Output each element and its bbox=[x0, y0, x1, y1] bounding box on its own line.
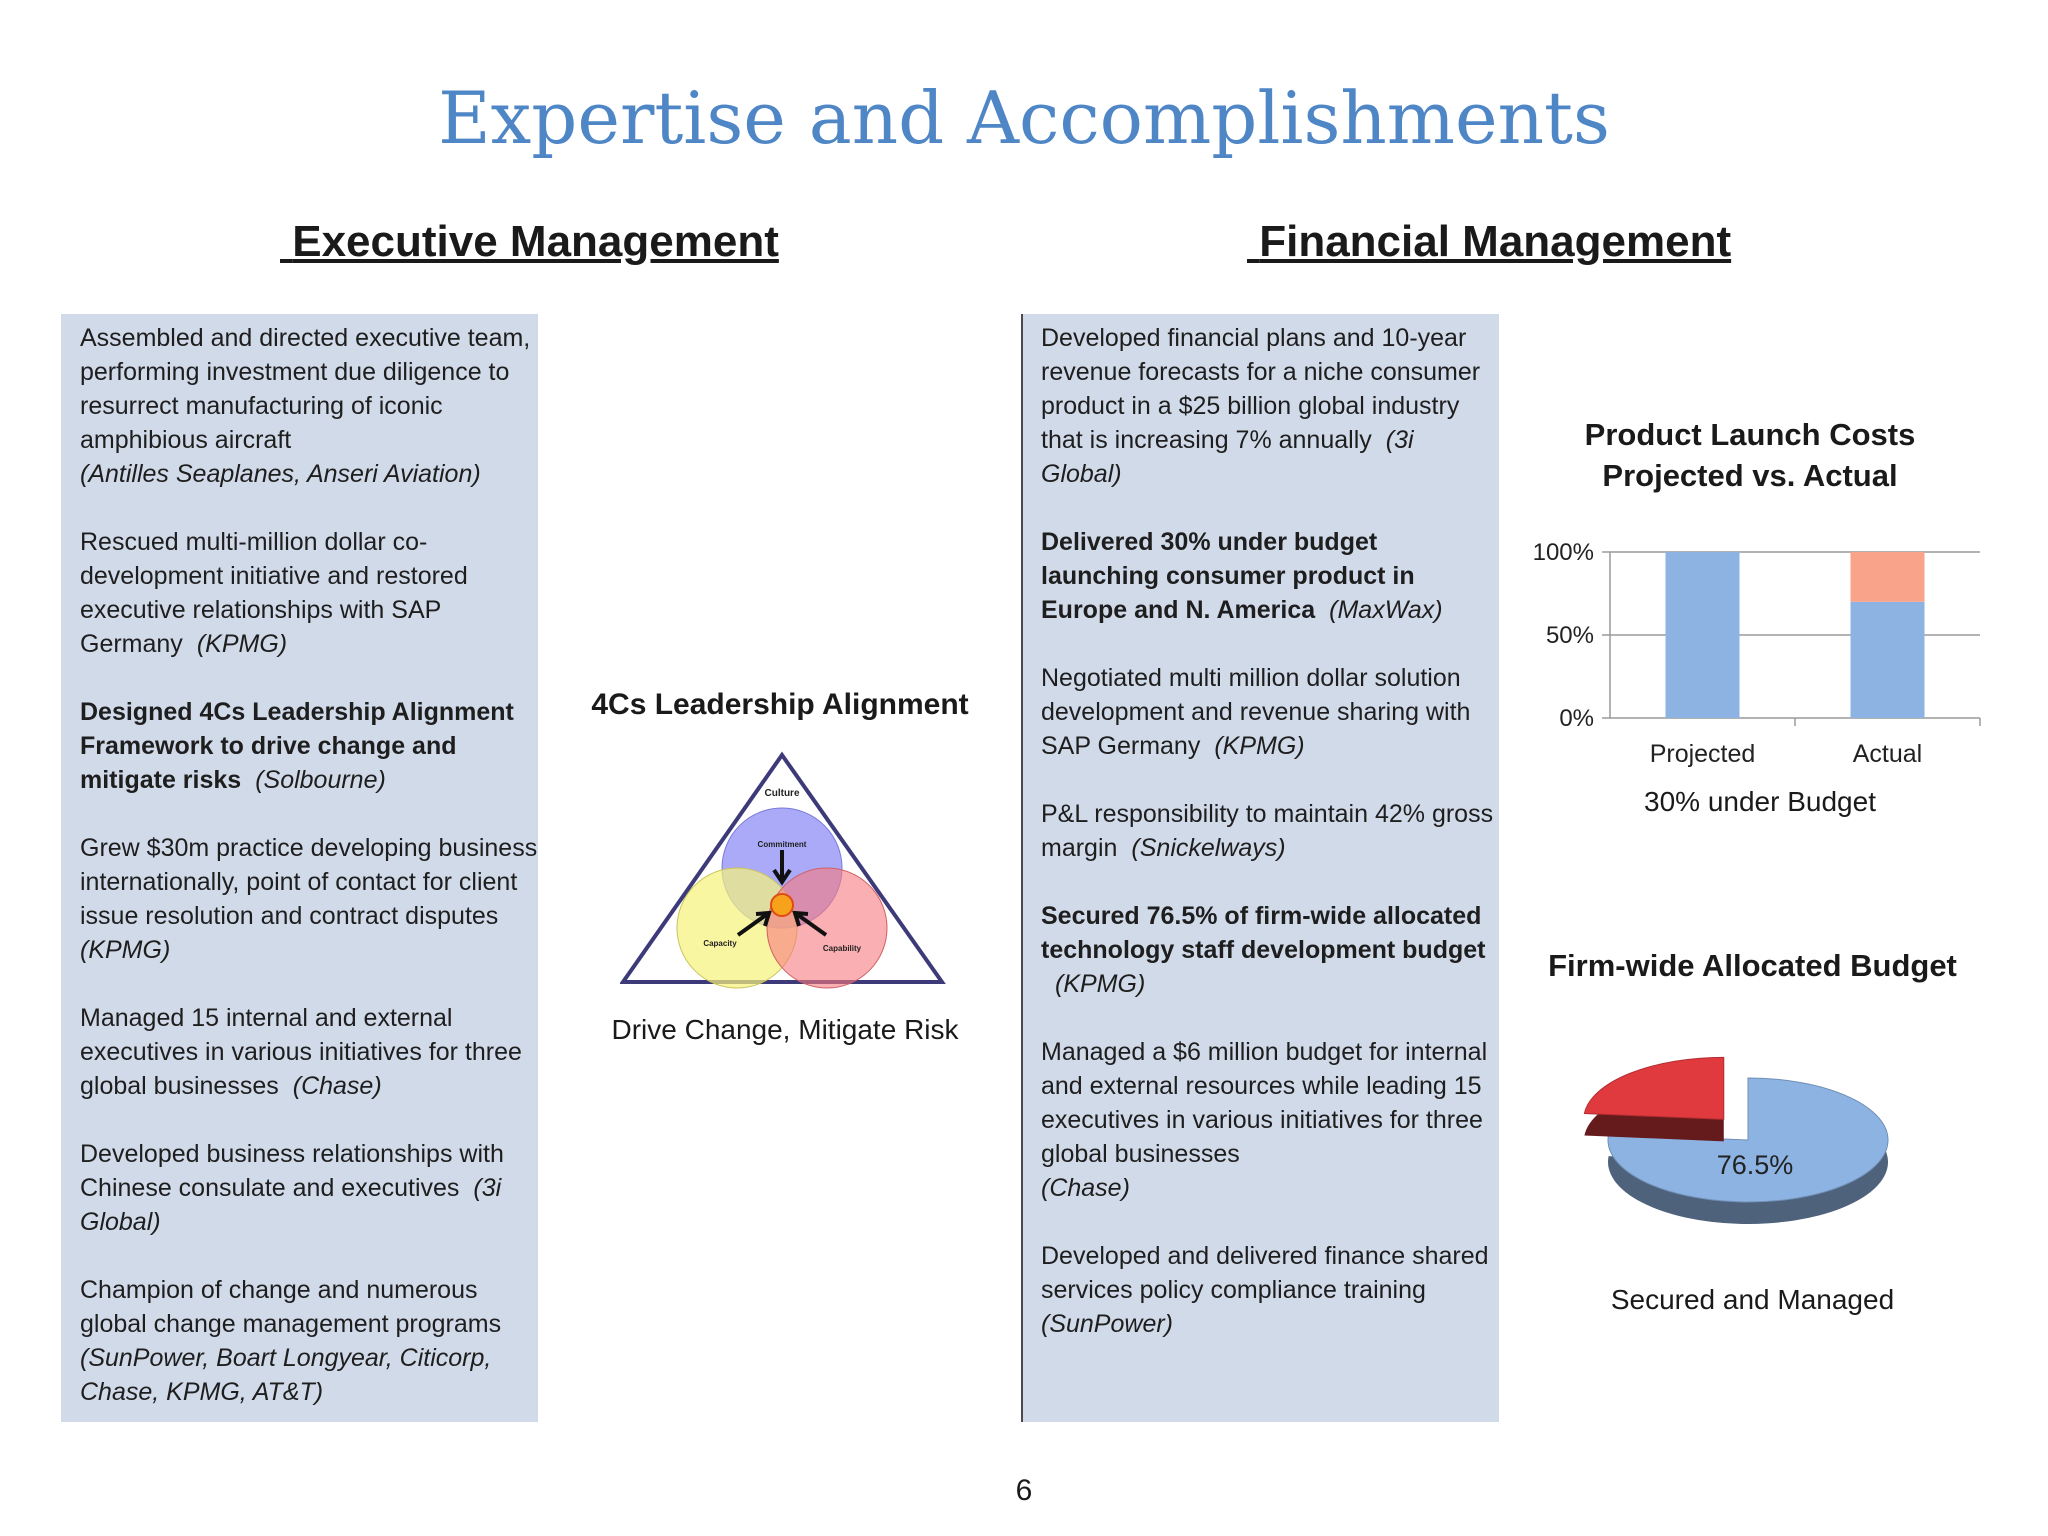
executive-panel bbox=[61, 314, 538, 1422]
bar-chart-title: Product Launch Costs Projected vs. Actual bbox=[1584, 417, 1916, 493]
financial-item: Negotiated multi million dollar solution development and revenue sharing with SAP Germany (KPMG) bbox=[1041, 664, 1471, 760]
financial-heading: Financial Management bbox=[1259, 217, 1732, 266]
executive-heading: Executive Management bbox=[292, 217, 779, 266]
label-commitment: Commitment bbox=[757, 840, 807, 849]
executive-item: Assembled and directed executive team, performing investment due diligence to resurrect manufacturing of iconic amphibious aircraft (Antilles Seaplanes, Anseri Aviation) bbox=[80, 324, 531, 488]
pie-slice-label: 76.5% bbox=[1716, 1150, 1794, 1181]
x-tick-label: Actual bbox=[1852, 740, 1923, 768]
financial-item: P&L responsibility to maintain 42% gross margin (Snickelways) bbox=[1041, 800, 1494, 862]
y-tick-label: 100% bbox=[1532, 539, 1594, 566]
label-capability: Capability bbox=[822, 944, 862, 953]
executive-item: Designed 4Cs Leadership Alignment Framework to drive change and mitigate risks (Solbourne) bbox=[80, 698, 514, 794]
executive-item: Champion of change and numerous global change management programs (SunPower, Boart Longyear, Citicorp, Chase, KPMG, AT&T) bbox=[80, 1276, 502, 1406]
financial-item: Secured 76.5% of firm-wide allocated technology staff development budget(KPMG) bbox=[1041, 902, 1486, 998]
pie-chart-caption: Secured and Managed bbox=[1610, 1284, 1895, 1315]
leadership-diagram bbox=[620, 750, 950, 990]
leadership-caption: Drive Change, Mitigate Risk bbox=[611, 1014, 959, 1045]
executive-item: Managed 15 internal and external executives in various initiatives for three global businesses (Chase) bbox=[80, 1004, 522, 1100]
y-tick-label: 0% bbox=[1559, 705, 1594, 732]
capability-circle bbox=[767, 868, 887, 988]
bar-segment bbox=[1851, 602, 1925, 718]
label-capacity: Capacity bbox=[703, 939, 737, 948]
page-number: 6 bbox=[1015, 1474, 1033, 1507]
label-culture: Culture bbox=[764, 788, 800, 799]
center-sun-icon bbox=[771, 894, 793, 916]
executive-item: Developed business relationships with Chinese consulate and executives (3i Global) bbox=[80, 1140, 504, 1236]
bar-chart-caption: 30% under Budget bbox=[1644, 786, 1876, 817]
executive-item: Rescued multi-million dollar co-development initiative and restored executive relationships with SAP Germany (KPMG) bbox=[80, 528, 468, 658]
pie-slice bbox=[1584, 1057, 1723, 1119]
bar-segment bbox=[1666, 552, 1740, 718]
slide-title: Expertise and Accomplishments bbox=[438, 76, 1610, 160]
bar-chart bbox=[1500, 530, 2000, 780]
leadership-title: 4Cs Leadership Alignment bbox=[591, 688, 969, 721]
financial-item: Developed and delivered finance shared services policy compliance training(SunPower) bbox=[1041, 1242, 1489, 1338]
pie-chart bbox=[1570, 1030, 1920, 1250]
x-tick-label: Projected bbox=[1649, 740, 1756, 768]
financial-panel bbox=[1023, 314, 1499, 1422]
bar-segment bbox=[1851, 552, 1925, 602]
financial-item: Managed a $6 million budget for internal and external resources while leading 15 executives in various initiatives for three global businesses (Chase) bbox=[1041, 1038, 1488, 1202]
y-tick-label: 50% bbox=[1545, 622, 1594, 649]
pie-chart-title: Firm-wide Allocated Budget bbox=[1548, 948, 1957, 983]
financial-item: Delivered 30% under budget launching consumer product in Europe and N. America (MaxWax) bbox=[1041, 528, 1443, 624]
financial-item: Developed financial plans and 10-year revenue forecasts for a niche consumer product in a $25 billion global industry that is increasing 7% annually (3i Global) bbox=[1041, 324, 1481, 488]
executive-item: Grew $30m practice developing business internationally, point of contact for client issue resolution and contract disputes(KPMG) bbox=[80, 834, 538, 964]
